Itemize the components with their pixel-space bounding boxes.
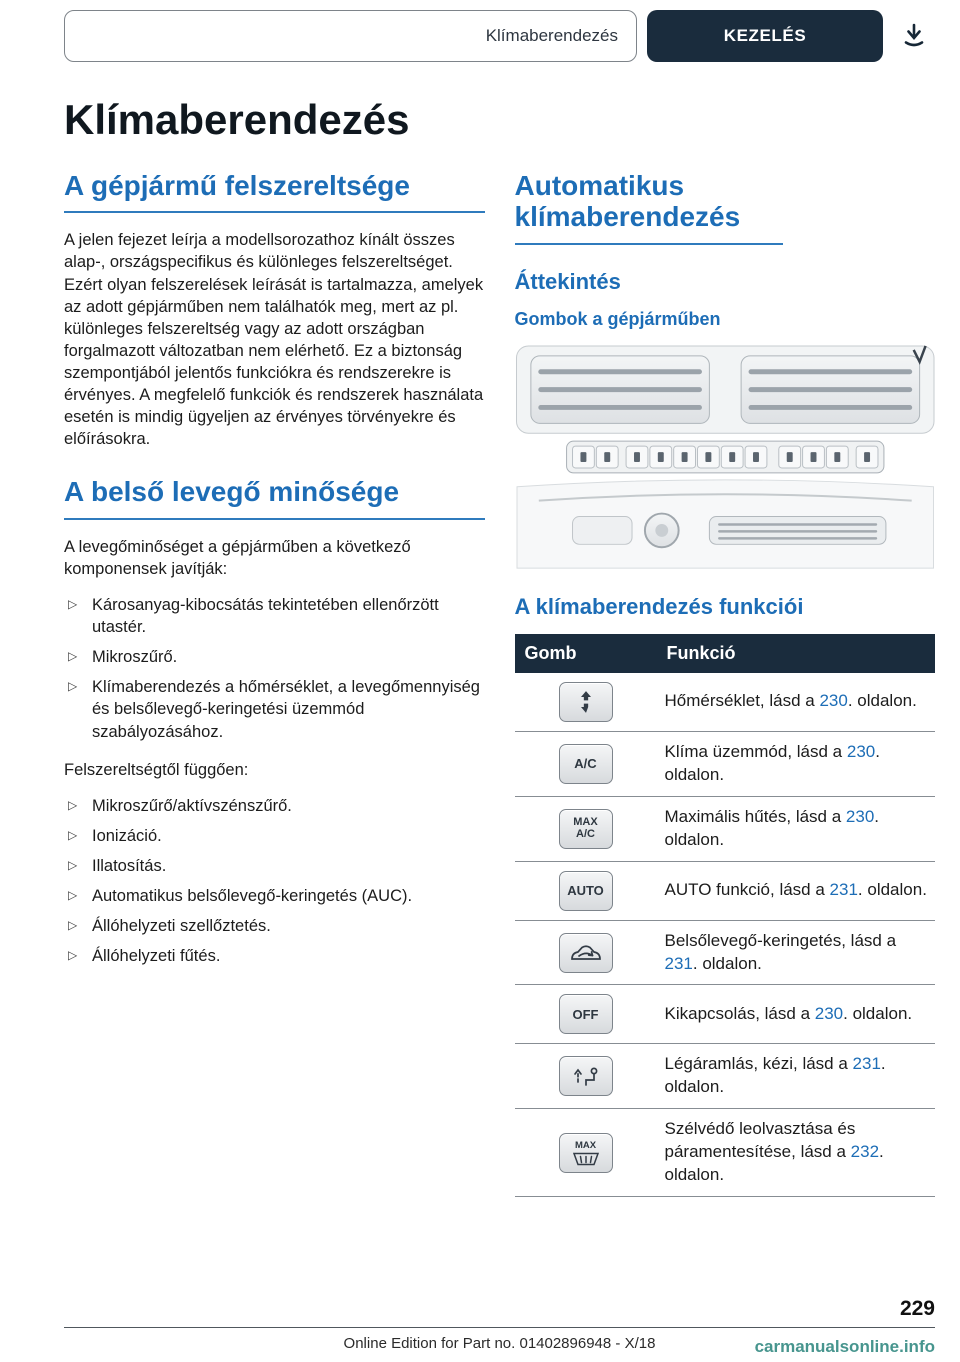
page-footer (64, 1297, 935, 1356)
function-text: Légáramlás, kézi, lásd a (664, 1054, 853, 1074)
off-icon: OFF (559, 994, 613, 1034)
function-text: . oldalon. (843, 1003, 913, 1023)
function-text: Klíma üzemmód, lásd a (664, 741, 847, 761)
function-text: . oldalon. (664, 806, 880, 849)
auto-icon: AUTO (559, 871, 613, 911)
function-text: . oldalon. (664, 1054, 886, 1097)
list-item: ▷ Ionizáció. (64, 825, 485, 847)
chapter-label: KEZELÉS (723, 26, 807, 45)
page-link[interactable]: 230 (846, 741, 876, 761)
column-header-button: Gomb (515, 634, 657, 673)
paragraph-air-quality: A levegőminőséget a gépjárműben a következő komponensek javítják: (64, 537, 411, 578)
list-item: ▷ Klímaberendezés a hőmérséklet, a levegőmennyiség és belsőlevegő-keringetési üzemmód szabályozásához. (64, 676, 485, 742)
manual-airflow-icon (559, 1056, 613, 1096)
chapter-download-arrow-icon (893, 10, 935, 62)
paragraph-depends: Felszereltségtől függően: (64, 760, 249, 779)
page-title: Klímaberendezés (64, 96, 410, 143)
table-row (515, 1044, 936, 1109)
page-link[interactable]: 230 (819, 691, 848, 711)
function-text: Hőmérséklet, lásd a (664, 691, 820, 711)
climate-functions-table (515, 634, 936, 1197)
function-text: . oldalon. (664, 741, 880, 784)
page-link[interactable]: 230 (814, 1003, 844, 1023)
list-item: ▷ Automatikus belsőlevegő-keringetés (AUC). (64, 885, 485, 907)
list-item: ▷ Állóhelyzeti szellőztetés. (64, 915, 485, 937)
function-text: Belsőlevegő-keringetés, lásd a (664, 930, 897, 950)
function-text: . oldalon. (692, 953, 762, 973)
climate-control-panel-photo (515, 342, 936, 570)
page-link[interactable]: 231 (852, 1054, 881, 1074)
breadcrumb (64, 10, 637, 62)
table-row (515, 1109, 936, 1197)
table-row (515, 731, 936, 796)
page-number: 229 (899, 1297, 935, 1320)
right-column (515, 170, 936, 1197)
chapter-tab (647, 10, 883, 62)
page-link[interactable]: 232 (850, 1142, 880, 1162)
function-text: . oldalon. (857, 880, 927, 900)
table-row (515, 796, 936, 861)
footer-divider (64, 1327, 935, 1328)
list-item: ▷ Illatosítás. (64, 855, 485, 877)
function-text: Maximális hűtés, lásd a (664, 806, 846, 826)
ac-icon: A/C (559, 744, 613, 784)
section-heading-equipment: A gépjármű felszereltsége (64, 170, 485, 213)
table-row (515, 673, 936, 732)
list-item: ▷ Mikroszűrő/aktívszénszűrő. (64, 795, 485, 817)
list-item: ▷ Állóhelyzeti fűtés. (64, 945, 485, 967)
two-column-layout (64, 170, 935, 1197)
watermark: carmanualsonline.info (754, 1337, 935, 1356)
function-text: . oldalon. (664, 1142, 884, 1185)
page-link[interactable]: 230 (845, 806, 875, 826)
section-heading-air-quality: A belső levegő minősége (64, 476, 485, 519)
list-item: ▷ Károsanyag-kibocsátás tekintetében ellenőrzött utastér. (64, 594, 485, 638)
max-defrost-icon: MAX (559, 1133, 613, 1173)
subsection-heading-functions: A klímaberendezés funkciói (514, 593, 804, 619)
table-row (515, 861, 936, 920)
table-row (515, 985, 936, 1044)
column-header-function: Funkció (657, 634, 936, 673)
optional-features-list (64, 795, 485, 968)
recirculation-icon (559, 933, 613, 973)
edition-note: Online Edition for Part no. 01402896948 - X/18 (343, 1335, 656, 1352)
page-header (64, 10, 935, 62)
section-heading-auto-climate: Automatikus klímaberendezés (515, 170, 783, 245)
temperature-arrows-icon (559, 682, 613, 722)
function-text: AUTO funkció, lásd a (664, 880, 830, 900)
function-text: Szélvédő leolvasztása és páramentesítése, lásd a (664, 1119, 856, 1162)
function-text: . oldalon. (847, 691, 917, 711)
page-link[interactable]: 231 (664, 953, 693, 973)
left-column (64, 170, 485, 1197)
subsection-heading-overview: Áttekintés (514, 268, 621, 294)
page-link[interactable]: 231 (829, 880, 858, 900)
table-row (515, 920, 936, 985)
breadcrumb-label: Klímaberendezés (485, 26, 618, 45)
max-ac-icon: MAX A/C (559, 809, 613, 849)
function-text: Kikapcsolás, lásd a (664, 1003, 815, 1023)
subsection-heading-buttons: Gombok a gépjárműben (514, 308, 721, 329)
paragraph-equipment: A jelen fejezet leírja a modellsorozathoz kínált összes alap-, országspecifikus és különleges felszereltséget. Ezért olyan felszerelések leírását is tartalmazza, amelyek az adott gépjárműben nem találhatók meg, mert az pl. különleges felszereltség vagy az adott országban forgalmazott változatban nem elérhető. Ez a biztonság szempontjából jelentős funkciókra és rendszerekre is érvényes. A megfelelő funkciók és rendszerek használata esetén is mindig ügyeljen az érvényes törvényekre és előírásokra. (64, 231, 484, 449)
list-item: ▷ Mikroszűrő. (64, 646, 485, 668)
air-components-list (64, 594, 485, 743)
